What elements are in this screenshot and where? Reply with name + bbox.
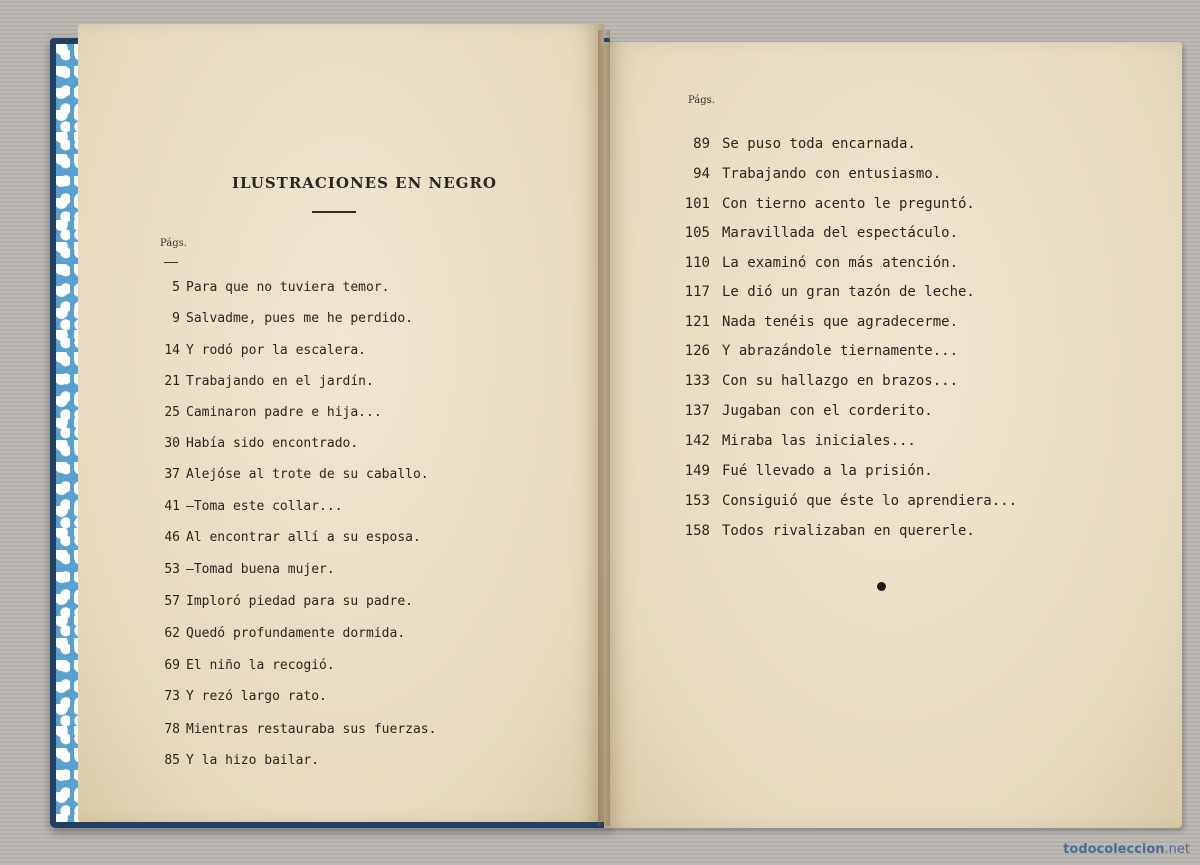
page-number: 158 <box>684 523 710 539</box>
caption: Fué llevado a la prisión. <box>722 463 933 479</box>
caption: Mientras restauraba sus fuerzas. <box>186 722 437 737</box>
page-number: 25 <box>164 405 180 420</box>
page-number: 89 <box>693 136 710 152</box>
page-number: 21 <box>164 374 180 389</box>
caption: Había sido encontrado. <box>186 436 359 451</box>
page-number: 142 <box>684 433 710 449</box>
watermark-suffix: .net <box>1164 842 1190 857</box>
page-number: 14 <box>164 343 180 358</box>
caption: Con tierno acento le preguntó. <box>722 196 975 212</box>
caption: Y abrazándole tiernamente... <box>722 343 959 359</box>
caption: Con su hallazgo en brazos... <box>722 373 959 389</box>
page-number: 9 <box>172 311 180 326</box>
pags-label-left: Págs. <box>160 238 187 249</box>
page-number: 57 <box>164 594 180 609</box>
caption: Trabajando con entusiasmo. <box>722 166 942 182</box>
caption: Le dió un gran tazón de leche. <box>722 284 975 300</box>
page-number: 62 <box>164 626 180 641</box>
page-number: 85 <box>164 753 180 768</box>
page-number: 69 <box>164 658 180 673</box>
book-gutter <box>598 30 610 826</box>
caption: Y la hizo bailar. <box>186 753 320 768</box>
page-number: 121 <box>684 314 710 330</box>
page-number: 94 <box>693 166 710 182</box>
end-ornament-dot <box>877 582 886 591</box>
caption: Al encontrar allí a su esposa. <box>186 530 421 545</box>
caption: —Toma este collar... <box>186 499 343 514</box>
caption: —Tomad buena mujer. <box>186 562 335 577</box>
page-number: 73 <box>164 689 180 704</box>
caption: Se puso toda encarnada. <box>722 136 916 152</box>
watermark-brand: todocoleccion <box>1063 842 1165 857</box>
page-title: ILUSTRACIONES EN NEGRO <box>232 174 497 192</box>
page-number: 101 <box>684 196 710 212</box>
page-number: 105 <box>684 225 710 241</box>
page-number: 110 <box>684 255 710 271</box>
caption: Y rodó por la escalera. <box>186 343 367 358</box>
caption: Maravillada del espectáculo. <box>722 225 959 241</box>
page-number: 117 <box>684 284 710 300</box>
caption: Caminaron padre e hija... <box>186 405 382 420</box>
page-number: 133 <box>684 373 710 389</box>
title-rule <box>312 211 356 213</box>
caption: El niño la recogió. <box>186 658 335 673</box>
caption: Alejóse al trote de su caballo. <box>186 467 429 482</box>
caption: Consiguió que éste lo aprendiera... <box>722 493 1018 509</box>
pags-label-right: Págs. <box>688 95 715 106</box>
page-number: 53 <box>164 562 180 577</box>
caption: La examinó con más atención. <box>722 255 959 271</box>
page-number: 149 <box>684 463 710 479</box>
page-number: 5 <box>172 280 180 295</box>
caption: Nada tenéis que agradecerme. <box>722 314 959 330</box>
caption: Jugaban con el corderito. <box>722 403 933 419</box>
page-number: 78 <box>164 722 180 737</box>
page-number: 37 <box>164 467 180 482</box>
caption: Todos rivalizaban en quererle. <box>722 523 975 539</box>
caption: Miraba las iniciales... <box>722 433 916 449</box>
caption: Salvadme, pues me he perdido. <box>186 311 413 326</box>
caption: Y rezó largo rato. <box>186 689 327 704</box>
page-number: 137 <box>684 403 710 419</box>
caption: Trabajando en el jardín. <box>186 374 374 389</box>
page-number: 126 <box>684 343 710 359</box>
caption: Para que no tuviera temor. <box>186 280 390 295</box>
caption: Imploró piedad para su padre. <box>186 594 413 609</box>
pags-dash <box>164 262 178 263</box>
caption: Quedó profundamente dormida. <box>186 626 406 641</box>
page-number: 30 <box>164 436 180 451</box>
watermark <box>1063 842 1190 857</box>
page-number: 153 <box>684 493 710 509</box>
page-number: 46 <box>164 530 180 545</box>
page-number: 41 <box>164 499 180 514</box>
